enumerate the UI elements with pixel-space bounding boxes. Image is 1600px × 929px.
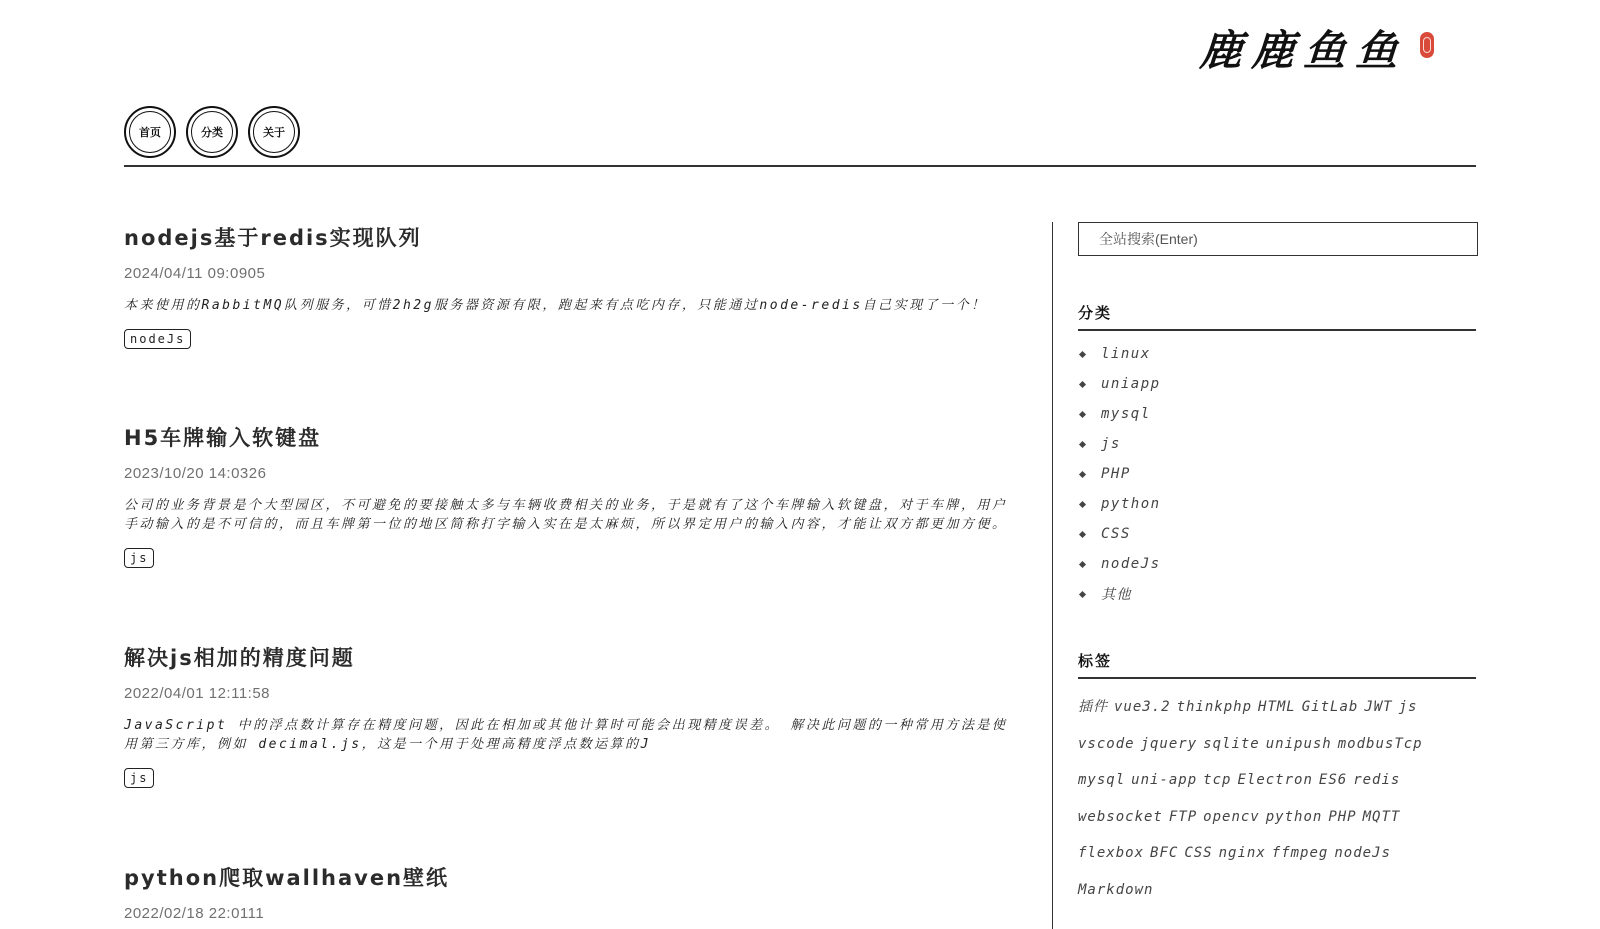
category-heading: 分类: [1078, 302, 1476, 331]
tag-link[interactable]: Markdown: [1078, 881, 1154, 898]
post-title-link[interactable]: 解决js相加的精度问题: [124, 646, 355, 670]
sidebar: [1078, 222, 1478, 898]
category-label: 其他: [1101, 587, 1132, 603]
category-item[interactable]: [1078, 549, 1476, 579]
tag-link[interactable]: redis: [1353, 772, 1401, 788]
post-item: [124, 642, 1014, 788]
tag-link[interactable]: js: [1398, 699, 1418, 715]
category-item[interactable]: [1078, 579, 1476, 609]
category-item[interactable]: [1078, 369, 1476, 399]
tag-link[interactable]: HTML: [1258, 699, 1296, 715]
nav-about-label: 关于: [253, 111, 295, 153]
tag-link[interactable]: modbusTcp: [1337, 735, 1423, 752]
category-label: python: [1101, 496, 1161, 512]
category-label: CSS: [1101, 526, 1131, 542]
post-tag[interactable]: js: [124, 768, 154, 788]
category-label: linux: [1101, 346, 1151, 362]
tag-link[interactable]: CSS: [1184, 845, 1213, 861]
tag-link[interactable]: mysql: [1078, 772, 1126, 788]
tag-link[interactable]: vue3.2: [1114, 699, 1171, 715]
seal-icon: [1420, 32, 1434, 58]
tag-section: [1078, 650, 1476, 908]
tag-link[interactable]: ES6: [1318, 772, 1348, 788]
tag-link[interactable]: unipush: [1265, 735, 1332, 752]
search-input[interactable]: [1078, 222, 1478, 256]
post-tag[interactable]: nodeJs: [124, 329, 191, 349]
post-item: [124, 422, 1014, 568]
post-date: 2022/02/18 22:0111: [124, 905, 265, 922]
category-label: nodeJs: [1101, 556, 1161, 572]
main-nav: [124, 106, 300, 158]
post-excerpt: 本来使用的RabbitMQ队列服务，可惜2h2g服务器资源有限，跑起来有点吃内存，只能通过node-redis自己实现了一个！: [124, 298, 987, 313]
category-item[interactable]: [1078, 459, 1476, 489]
nav-home-button[interactable]: [124, 106, 176, 158]
post-excerpt: 公司的业务背景是个大型园区，不可避免的要接触太多与车辆收费相关的业务，于是就有了这个车牌输入软键盘，对于车牌，用户手动输入的是不可信的，而且车牌第一位的地区简称打字输入实在是太麻烦，所以界定用户的输入内容，才能让双方都更加方便。: [124, 498, 1008, 532]
header-divider: [124, 165, 1476, 167]
tag-link[interactable]: vscode: [1078, 735, 1135, 752]
tag-link[interactable]: websocket: [1078, 808, 1163, 825]
tag-link[interactable]: MQTT: [1362, 808, 1401, 825]
bullet-icon: [1079, 470, 1086, 477]
category-list: [1078, 339, 1476, 609]
category-section: [1078, 302, 1476, 609]
nav-category-label: 分类: [191, 111, 233, 153]
tag-link[interactable]: nodeJs: [1334, 845, 1391, 861]
site-title[interactable]: 鹿鹿鱼鱼: [1198, 26, 1410, 75]
tag-link[interactable]: nginx: [1218, 845, 1266, 861]
tag-link[interactable]: jquery: [1140, 735, 1198, 752]
post-title-link[interactable]: H5车牌输入软键盘: [124, 426, 322, 450]
tag-link[interactable]: 插件: [1078, 699, 1108, 715]
category-item[interactable]: [1078, 399, 1476, 429]
post-title-link[interactable]: python爬取wallhaven壁纸: [124, 866, 450, 890]
site-brand[interactable]: [1198, 26, 1434, 75]
tag-cloud: [1078, 689, 1478, 908]
post-excerpt: JavaScript 中的浮点数计算存在精度问题，因此在相加或其他计算时可能会出现精度误差。 解决此问题的一种常用方法是使用第三方库，例如 decimal.js，这是一个用于处理高精度浮点数运算的J: [124, 718, 1008, 752]
tag-link[interactable]: opencv: [1203, 808, 1260, 825]
bullet-icon: [1079, 590, 1086, 597]
bullet-icon: [1079, 530, 1086, 537]
tag-link[interactable]: tcp: [1203, 772, 1232, 788]
post-tag[interactable]: js: [124, 548, 154, 568]
tag-link[interactable]: GitLab: [1301, 699, 1359, 715]
nav-home-label: 首页: [129, 111, 171, 153]
post-item: [124, 222, 1014, 349]
tag-link[interactable]: ffmpeg: [1271, 845, 1329, 861]
tag-link[interactable]: uni-app: [1131, 772, 1198, 788]
post-date: 2024/04/11 09:0905: [124, 265, 266, 282]
tag-link[interactable]: JWT: [1364, 699, 1393, 715]
category-label: uniapp: [1101, 376, 1161, 392]
category-item[interactable]: [1078, 519, 1476, 549]
category-item[interactable]: [1078, 429, 1476, 459]
tag-heading: 标签: [1078, 650, 1476, 679]
category-label: PHP: [1101, 466, 1131, 482]
bullet-icon: [1079, 410, 1086, 417]
tag-link[interactable]: PHP: [1328, 808, 1357, 825]
post-title-link[interactable]: nodejs基于redis实现队列: [124, 226, 422, 250]
category-label: js: [1101, 436, 1121, 452]
post-item: [124, 862, 449, 924]
bullet-icon: [1079, 350, 1086, 357]
tag-link[interactable]: FTP: [1168, 808, 1198, 825]
tag-link[interactable]: BFC: [1150, 845, 1179, 861]
bullet-icon: [1079, 500, 1086, 507]
tag-link[interactable]: thinkphp: [1176, 699, 1253, 715]
tag-link[interactable]: python: [1265, 808, 1323, 825]
post-date: 2022/04/01 12:11:58: [124, 685, 271, 702]
category-item[interactable]: [1078, 489, 1476, 519]
column-divider: [1052, 222, 1053, 929]
nav-category-button[interactable]: [186, 106, 238, 158]
bullet-icon: [1079, 440, 1086, 447]
category-label: mysql: [1101, 406, 1151, 422]
tag-link[interactable]: sqlite: [1203, 735, 1260, 752]
bullet-icon: [1079, 380, 1086, 387]
tag-link[interactable]: Electron: [1237, 772, 1313, 788]
bullet-icon: [1079, 560, 1086, 567]
category-item[interactable]: [1078, 339, 1476, 369]
tag-link[interactable]: flexbox: [1078, 845, 1145, 861]
nav-about-button[interactable]: [248, 106, 300, 158]
post-date: 2023/10/20 14:0326: [124, 465, 267, 482]
